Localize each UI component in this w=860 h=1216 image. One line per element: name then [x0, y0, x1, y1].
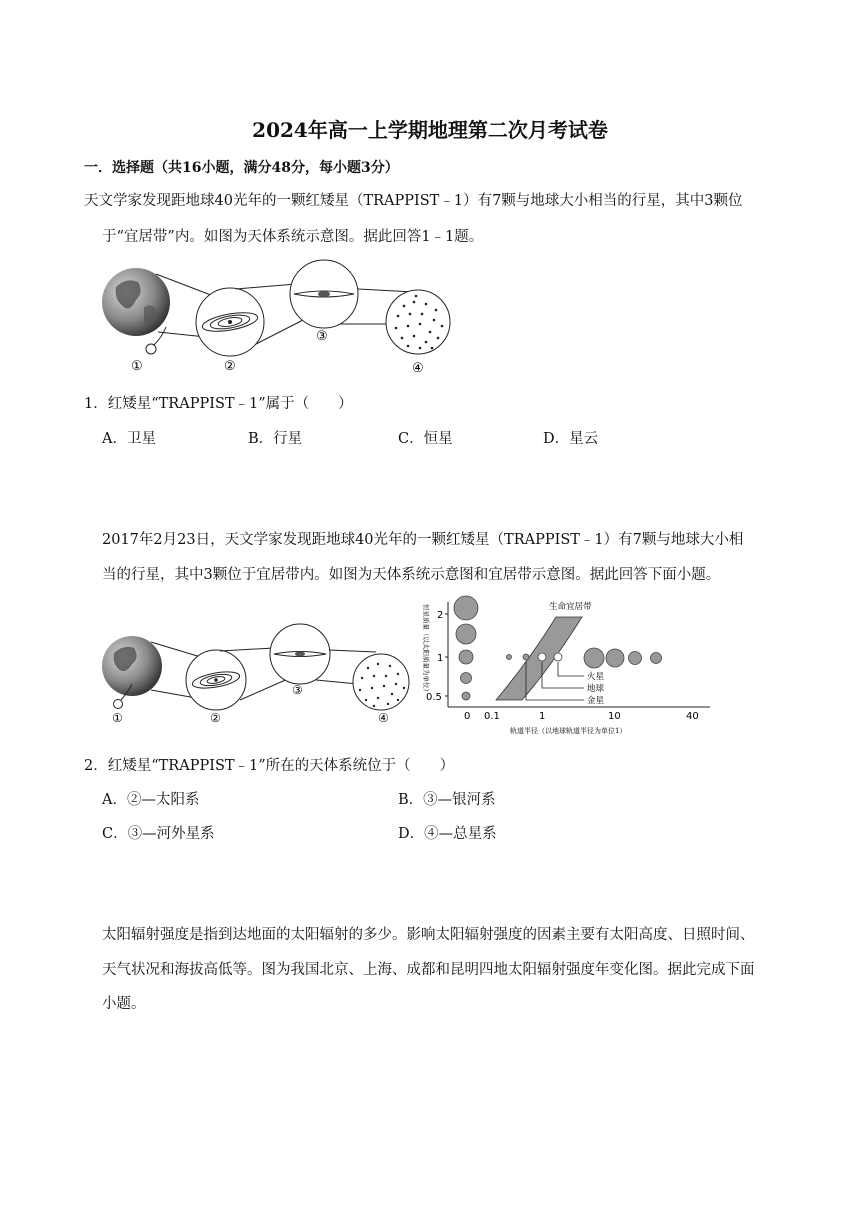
q2-option-b: B．③—银河系	[398, 792, 496, 808]
star-mass-circle	[462, 692, 470, 700]
moon	[146, 344, 156, 354]
intro3-line3: 小题。	[102, 996, 146, 1012]
intro1-line1: 天文学家发现距地球40光年的一颗红矮星（TRAPPIST﹣1）有7颗与地球大小相当的行星，其中3颗位	[84, 193, 743, 209]
star-mass-circle	[461, 673, 472, 684]
q1-option-b: B．行星	[248, 431, 303, 447]
q2-option-c: C．③—河外星系	[102, 826, 215, 842]
fig1-label-3: ③	[316, 329, 328, 344]
intro2-line2: 当的行星，其中3颗位于宜居带内。如图为天体系统示意图和宜居带示意图。据此回答下面小题。	[102, 567, 721, 583]
x-tick-40: 40	[686, 711, 699, 722]
fig1-label-4: ④	[412, 361, 424, 376]
question-1-stem: 1．红矮星“TRAPPIST﹣1”属于（ ）	[84, 396, 353, 412]
fig2-label-1: ①	[112, 711, 123, 725]
x-axis-label: 轨道半径（以地球轨道半径为单位1）	[510, 727, 627, 735]
fig2-label-3: ③	[292, 683, 303, 697]
planet-circle	[523, 654, 529, 660]
solar-system-circle	[196, 288, 264, 356]
fig1-label-2: ②	[224, 359, 236, 374]
earth-globe-2	[102, 636, 162, 696]
intro2-line1: 2017年2月23日，天文学家发现距地球40光年的一颗红矮星（TRAPPIST﹣1）有7颗与地球大小相	[102, 532, 744, 548]
section-heading: 一．选择题（共16小题，满分48分，每小题3分）	[84, 160, 399, 176]
q1-option-a: A．卫星	[102, 431, 156, 447]
solar-system-circle-2	[186, 650, 246, 710]
galaxy-circle-2	[270, 624, 330, 684]
q2-option-a: A．②—太阳系	[102, 792, 200, 808]
planet-label-earth: 地球	[587, 684, 605, 694]
q1-option-c: C．恒星	[398, 431, 453, 447]
universe-circle	[386, 290, 450, 354]
celestial-system-figure-2	[96, 618, 416, 726]
earth-globe	[102, 268, 170, 336]
planet-circle	[651, 653, 662, 664]
universe-circle-2	[353, 654, 409, 710]
x-tick-0-1: 0.1	[484, 711, 500, 722]
exam-title: 2024年高一上学期地理第二次月考试卷	[252, 118, 608, 142]
fig2-label-2: ②	[210, 711, 221, 725]
planet-circle	[584, 648, 604, 668]
star-mass-circle	[459, 650, 473, 664]
y-tick-0-5: 0.5	[426, 692, 442, 703]
q2-option-d: D．④—总星系	[398, 826, 497, 842]
star-mass-circle	[456, 624, 476, 644]
x-tick-1: 1	[539, 711, 546, 722]
planet-circle	[606, 649, 624, 667]
habitable-zone-chart	[418, 592, 718, 742]
planet-circle	[507, 655, 512, 660]
galaxy-circle	[290, 260, 358, 328]
fig2-label-4: ④	[378, 711, 389, 725]
intro3-line1: 太阳辐射强度是指到达地面的太阳辐射的多少。影响太阳辐射强度的因素主要有太阳高度、日照时间、	[102, 927, 755, 943]
x-tick-0: 0	[464, 711, 471, 722]
star-mass-circle	[454, 596, 478, 620]
planet-circle	[538, 653, 546, 661]
habitable-band-label: 生命宜居带	[549, 602, 592, 612]
planet-label-venus: 金星	[587, 696, 605, 706]
intro1-line2: 于“宜居带”内。如图为天体系统示意图。据此回答1﹣1题。	[102, 229, 484, 245]
fig1-label-1: ①	[131, 359, 143, 374]
moon-2	[114, 700, 123, 709]
planet-label-mars: 火星	[587, 672, 605, 682]
question-2-stem: 2．红矮星“TRAPPIST﹣1”所在的天体系统位于（ ）	[84, 758, 455, 774]
intro3-line2: 天气状况和海拔高低等。图为我国北京、上海、成都和昆明四地太阳辐射强度年变化图。据此完成下面	[102, 962, 755, 978]
celestial-system-figure-1	[96, 252, 466, 376]
y-tick-2: 2	[437, 610, 444, 621]
planet-circle	[554, 653, 562, 661]
planet-circle	[629, 652, 642, 665]
q1-option-d: D．星云	[543, 431, 599, 447]
y-axis-label: 恒星质量（以太阳质量为单位）	[422, 604, 430, 695]
y-tick-1: 1	[437, 653, 444, 664]
x-tick-10: 10	[608, 711, 621, 722]
